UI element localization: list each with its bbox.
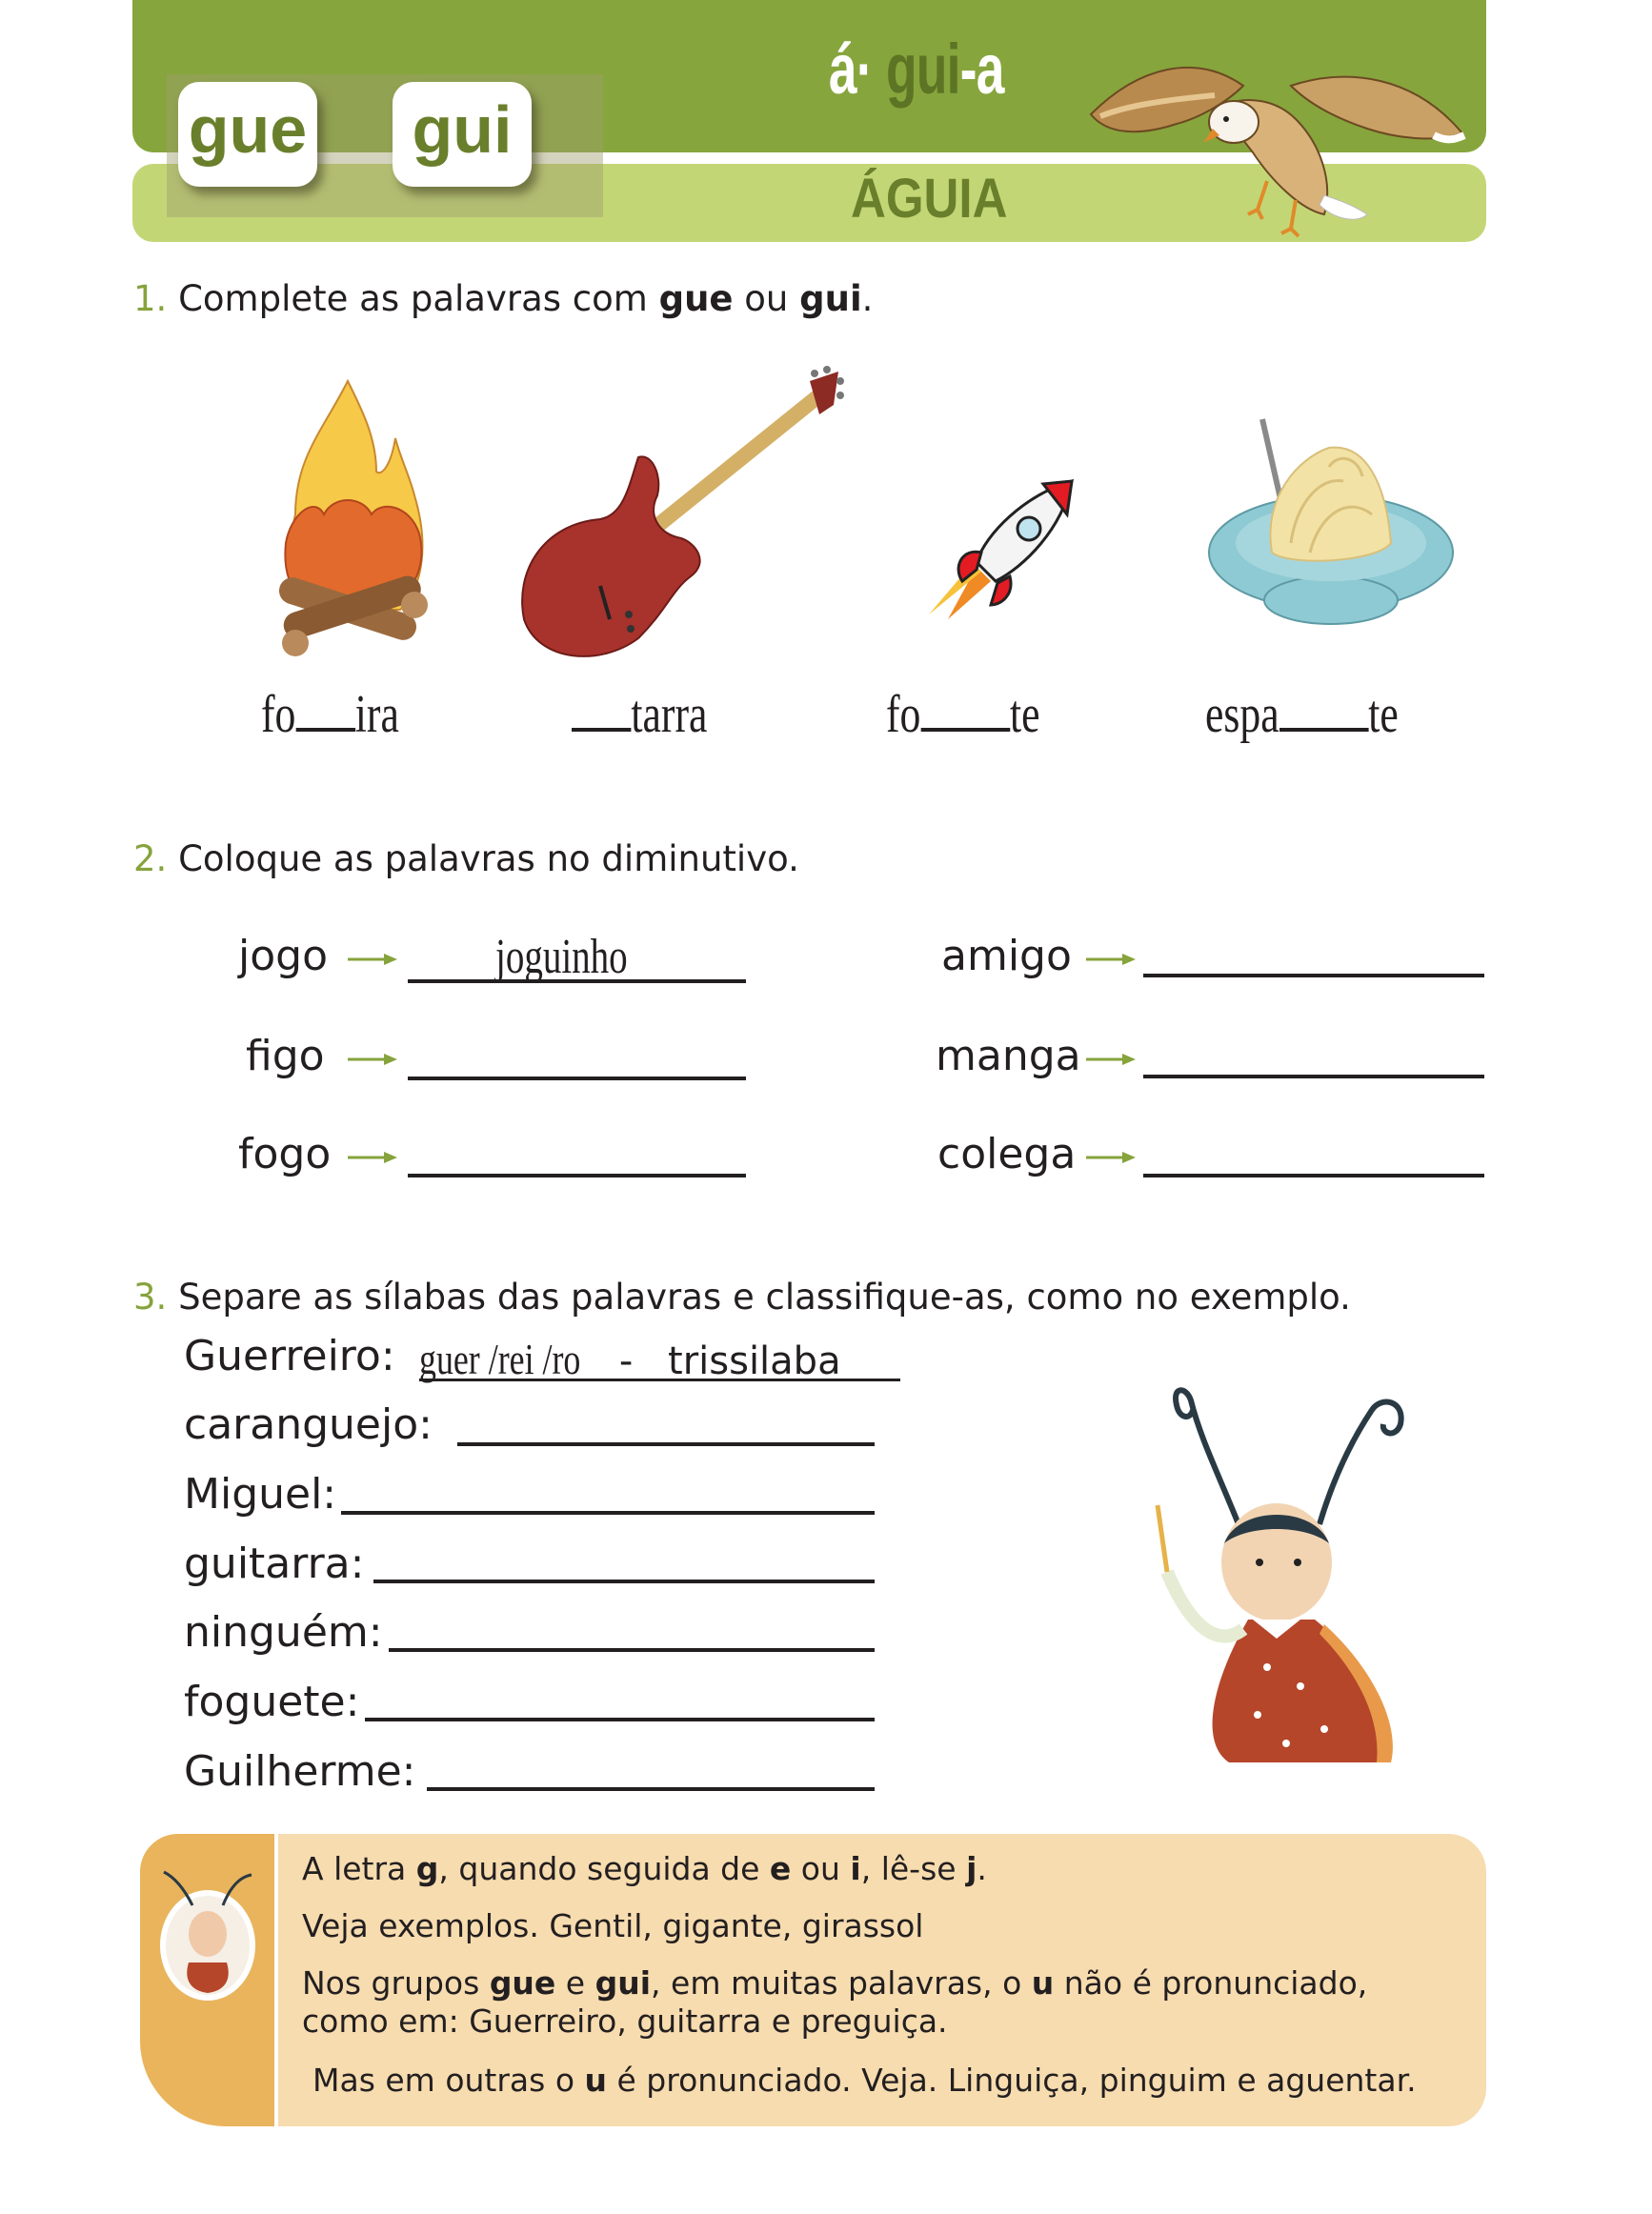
info-text-part: não é pronunciado, — [1054, 1964, 1368, 2002]
diminutive-word-amigo: amigo — [941, 932, 1072, 980]
eagle-illustration — [1081, 48, 1472, 238]
example-classification: trissilaba — [668, 1339, 841, 1383]
word-suffix: te — [1368, 685, 1399, 744]
bug-character-illustration — [1134, 1381, 1458, 1781]
answer-line-colega[interactable] — [1143, 1174, 1484, 1177]
word-prefix: espa — [1205, 685, 1279, 744]
syllable-word-ninguem: ninguém: — [184, 1608, 383, 1657]
info-text-part: Mas em outras o — [312, 2062, 585, 2099]
info-line-2: Veja exemplos. Gentil, gigante, girassol — [302, 1907, 924, 1944]
answer-line-miguel[interactable] — [341, 1511, 875, 1515]
info-text-part: A letra — [302, 1850, 416, 1887]
section2-number: 2. — [133, 838, 168, 879]
example-syllables: guer /rei /ro — [419, 1335, 581, 1383]
instruction-text: Separe as sílabas das palavras e classifique-as, como no exemplo. — [178, 1277, 1351, 1318]
diminutive-word-colega: colega — [937, 1130, 1077, 1178]
instruction-bold-gue: gue — [658, 278, 734, 319]
syllable-dot: · — [856, 30, 873, 109]
info-text-part: , em muitas palavras, o — [651, 1964, 1032, 2002]
info-text-part: Nos grupos — [302, 1964, 490, 2002]
syllable-split — [829, 29, 1004, 110]
syllable-word-miguel: Miguel: — [184, 1470, 337, 1519]
info-text-part: . — [977, 1850, 987, 1887]
word-suffix: ira — [354, 685, 399, 744]
info-bold-gui: gui — [594, 1964, 652, 2002]
answer-line-caranguejo[interactable] — [457, 1442, 875, 1446]
syllable-dash: - — [959, 30, 977, 109]
info-text-part: , lê-se — [860, 1850, 967, 1887]
tile-gui: gui — [393, 82, 532, 187]
answer-line-amigo[interactable] — [1143, 974, 1484, 977]
info-text-part: , quando seguida de — [438, 1850, 770, 1887]
syllable-word-foguete: foguete: — [184, 1678, 360, 1726]
syllable-a: á — [829, 30, 856, 109]
blank-input[interactable] — [920, 690, 1010, 732]
answer-line-foguete[interactable] — [365, 1718, 875, 1721]
rocket-picture — [919, 476, 1081, 629]
info-bold-e: e — [769, 1850, 792, 1887]
arrow-right-icon — [348, 1053, 397, 1066]
instruction-period: . — [861, 278, 874, 319]
campfire-picture — [257, 372, 443, 667]
answer-line-fogo[interactable] — [408, 1174, 746, 1177]
instruction-text-ou: ou — [733, 278, 800, 319]
info-line-4: como em: Guerreiro, guitarra e preguiça. — [302, 2003, 948, 2040]
instruction-bold-gui: gui — [799, 278, 862, 319]
section1-number: 1. — [133, 278, 168, 319]
section2-instruction — [133, 838, 799, 879]
diminutive-word-jogo: jogo — [238, 932, 328, 980]
info-bold-gue: gue — [489, 1964, 556, 2002]
info-text-part: é pronunciado. Veja. Linguiça, pinguim e aguentar. — [607, 2062, 1417, 2099]
info-line-1 — [302, 1850, 987, 1887]
arrow-right-icon — [1086, 1053, 1136, 1066]
word-fill-fogueira — [261, 684, 399, 745]
answer-line-figo[interactable] — [408, 1077, 746, 1080]
answer-line-guilherme[interactable] — [427, 1787, 875, 1791]
syllable-word-guilherme: Guilherme: — [184, 1747, 416, 1796]
answer-line-manga[interactable] — [1143, 1075, 1484, 1078]
instruction-text: Complete as palavras com — [178, 278, 659, 319]
page-title: ÁGUIA — [851, 168, 1008, 230]
example-word: Guerreiro: — [184, 1332, 395, 1380]
syllable-end: a — [976, 30, 1004, 109]
word-fill-guitarra — [572, 684, 707, 745]
info-line-5 — [312, 2062, 1417, 2099]
spaghetti-picture — [1205, 410, 1458, 629]
arrow-right-icon — [348, 1151, 397, 1164]
answer-joguinho: joguinho — [495, 930, 628, 984]
word-suffix: te — [1009, 685, 1040, 744]
answer-line-ninguem[interactable] — [389, 1648, 875, 1652]
blank-input[interactable] — [295, 690, 354, 732]
diminutive-word-fogo: fogo — [238, 1130, 332, 1178]
syllable-word-guitarra: guitarra: — [184, 1540, 365, 1588]
word-prefix: fo — [261, 685, 296, 744]
arrow-right-icon — [1086, 953, 1136, 966]
blank-input[interactable] — [572, 690, 631, 732]
example-answer — [419, 1334, 900, 1381]
section3-instruction — [133, 1277, 1351, 1318]
word-prefix: fo — [886, 685, 921, 744]
blank-input[interactable] — [1279, 690, 1369, 732]
instruction-text: Coloque as palavras no diminutivo. — [178, 838, 799, 879]
info-bold-g: g — [415, 1850, 439, 1887]
info-text-part: e — [555, 1964, 595, 2002]
info-bold-j: j — [966, 1850, 977, 1887]
answer-line-guitarra[interactable] — [373, 1580, 875, 1583]
syllable-gui: gui — [886, 30, 960, 109]
word-fill-espaguete — [1205, 684, 1399, 745]
info-bold-i: i — [850, 1850, 861, 1887]
guitar-picture — [505, 362, 848, 667]
syllable-word-caranguejo: caranguejo: — [184, 1400, 433, 1449]
arrow-right-icon — [1086, 1151, 1136, 1164]
section1-instruction — [133, 278, 873, 319]
info-bold-u: u — [1031, 1964, 1055, 2002]
info-bold-u: u — [584, 2062, 608, 2099]
info-line-3 — [302, 1964, 1367, 2002]
example-separator: - — [618, 1339, 634, 1383]
info-text-part: ou — [791, 1850, 851, 1887]
arrow-right-icon — [348, 953, 397, 966]
word-suffix: tarra — [631, 685, 708, 744]
diminutive-word-manga: manga — [936, 1032, 1081, 1080]
bug-avatar-icon — [154, 1867, 261, 2001]
tile-gue: gue — [178, 82, 317, 187]
diminutive-word-figo: figo — [246, 1032, 325, 1080]
section3-number: 3. — [133, 1277, 168, 1318]
word-fill-foguete — [886, 684, 1040, 745]
